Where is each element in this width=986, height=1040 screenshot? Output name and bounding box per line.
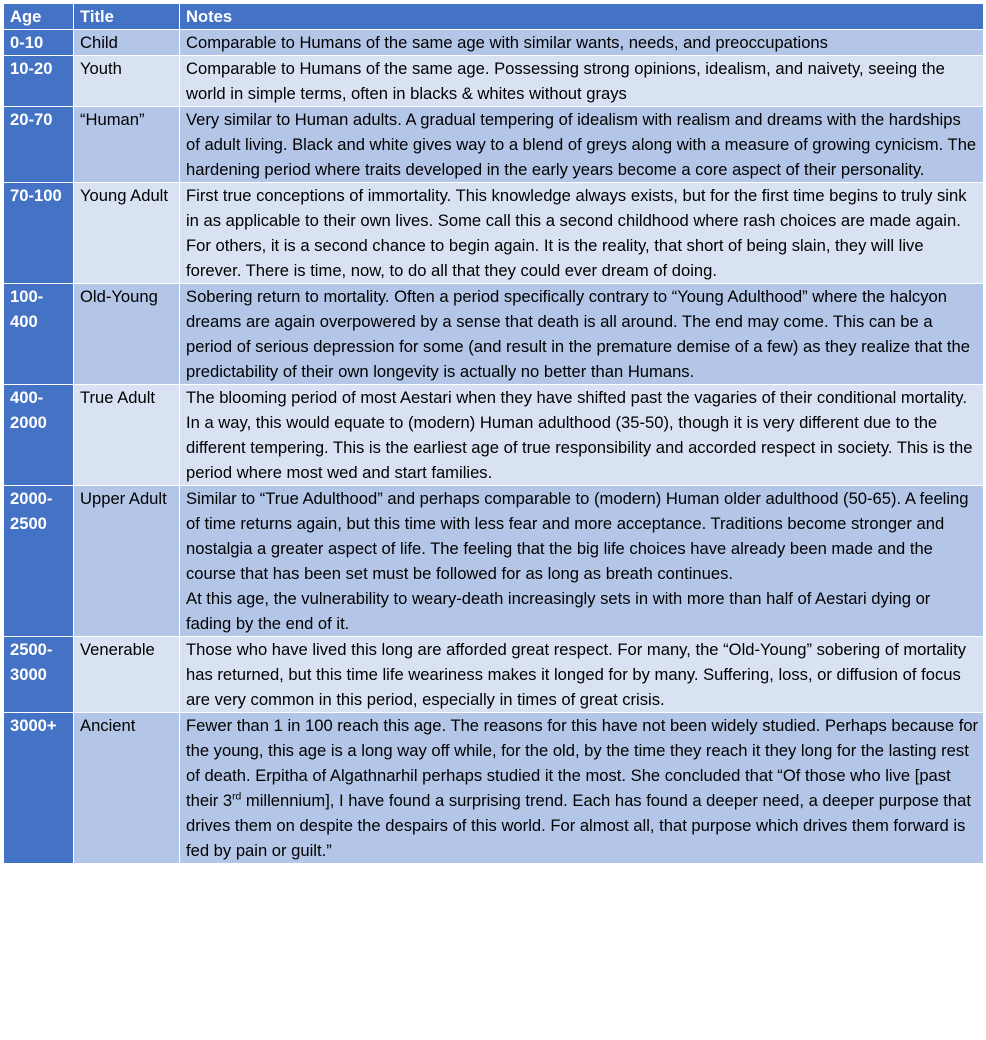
row-title: “Human”	[74, 107, 180, 183]
notes-text: Very similar to Human adults. A gradual tempering of idealism with realism and dreams with the hardships of adult living. Black and white gives way to a blend of greys along with a measure of growing cynicism. The hardening period where traits developed in the early years become a core aspect of their personality.	[186, 110, 977, 179]
age-table-container	[3, 3, 983, 864]
row-age: 0-10	[4, 30, 74, 56]
header-row	[4, 4, 984, 30]
notes-text: First true conceptions of immortality. This knowledge always exists, but for the first time begins to truly sink in as applicable to their own lives. Some call this a second childhood where rash choices are made again. For others, it is a second chance to begin again. It is the reality, that short of being slain, they will live forever. There is time, now, to do all that they could ever dream of doing.	[186, 186, 967, 280]
table-row	[4, 637, 984, 713]
row-age: 100-400	[4, 284, 74, 385]
row-notes	[180, 486, 984, 637]
table-row	[4, 486, 984, 637]
row-age: 2500-3000	[4, 637, 74, 713]
notes-text-post: millennium], I have found a surprising trend. Each has found a deeper need, a deeper purpose that drives them on despite the despairs of this world. For almost all, that purpose which drives them forward is fed by pain or guilt.”	[186, 791, 971, 860]
table-row	[4, 56, 984, 107]
notes-text: The blooming period of most Aestari when they have shifted past the vagaries of their conditional mortality. In a way, this would equate to (modern) Human adulthood (35-50), though it is very different due to the different tempering. This is the earliest age of true responsibility and accorded respect in society. This is the period where most wed and start families.	[186, 388, 973, 482]
row-notes	[180, 385, 984, 486]
header-title: Title	[74, 4, 180, 30]
ordinal-superscript: rd	[232, 791, 242, 803]
row-notes	[180, 284, 984, 385]
row-title: Young Adult	[74, 183, 180, 284]
header-notes: Notes	[180, 4, 984, 30]
row-notes	[180, 183, 984, 284]
row-age: 400-2000	[4, 385, 74, 486]
row-title: Child	[74, 30, 180, 56]
row-title: Youth	[74, 56, 180, 107]
row-title: Ancient	[74, 713, 180, 864]
row-notes	[180, 637, 984, 713]
row-title: Venerable	[74, 637, 180, 713]
table-row	[4, 107, 984, 183]
table-row	[4, 284, 984, 385]
notes-text: Comparable to Humans of the same age. Possessing strong opinions, idealism, and naivety, seeing the world in simple terms, often in blacks & whites without grays	[186, 59, 945, 103]
notes-text-second: At this age, the vulnerability to weary-death increasingly sets in with more than half of Aestari dying or fading by the end of it.	[186, 589, 931, 633]
row-notes	[180, 56, 984, 107]
row-title: Old-Young	[74, 284, 180, 385]
notes-text: Comparable to Humans of the same age with similar wants, needs, and preoccupations	[186, 33, 828, 52]
table-row	[4, 30, 984, 56]
row-title: True Adult	[74, 385, 180, 486]
notes-text: Similar to “True Adulthood” and perhaps comparable to (modern) Human older adulthood (50-65). A feeling of time returns again, but this time with less fear and more acceptance. Traditions become stronger and nostalgia a greater aspect of life. The feeling that the big life choices have already been made and the course that has been set must be followed for as long as breath continues.	[186, 489, 969, 583]
row-age: 2000-2500	[4, 486, 74, 637]
row-age: 3000+	[4, 713, 74, 864]
header-age: Age	[4, 4, 74, 30]
aestari-age-table	[3, 3, 984, 864]
table-row	[4, 713, 984, 864]
notes-text	[186, 713, 979, 863]
row-age: 20-70	[4, 107, 74, 183]
table-row	[4, 183, 984, 284]
notes-text: Sobering return to mortality. Often a period specifically contrary to “Young Adulthood” where the halcyon dreams are again overpowered by a sense that death is all around. The end may come. This can be a period of serious depression for some (and result in the premature demise of a few) as they realize that the predictability of their own longevity is actually no better than Humans.	[186, 287, 970, 381]
row-notes	[180, 713, 984, 864]
row-title: Upper Adult	[74, 486, 180, 637]
notes-text-pre: Fewer than 1 in 100 reach this age. The reasons for this have not been widely studied. Perhaps because for the young, this age is a long way off while, for the old, by the time they reach it they long for the lasting rest of death. Erpitha of Algathnarhil perhaps studied it the most. She concluded that “Of those who live [past their 3	[186, 716, 979, 810]
notes-text: Those who have lived this long are afforded great respect. For many, the “Old-Young” sobering of mortality has returned, but this time life weariness makes it longed for by many. Suffering, loss, or diffusion of focus are very common in this period, especially in times of great crisis.	[186, 640, 967, 709]
row-notes	[180, 107, 984, 183]
row-age: 70-100	[4, 183, 74, 284]
table-row	[4, 385, 984, 486]
row-notes	[180, 30, 984, 56]
row-age: 10-20	[4, 56, 74, 107]
